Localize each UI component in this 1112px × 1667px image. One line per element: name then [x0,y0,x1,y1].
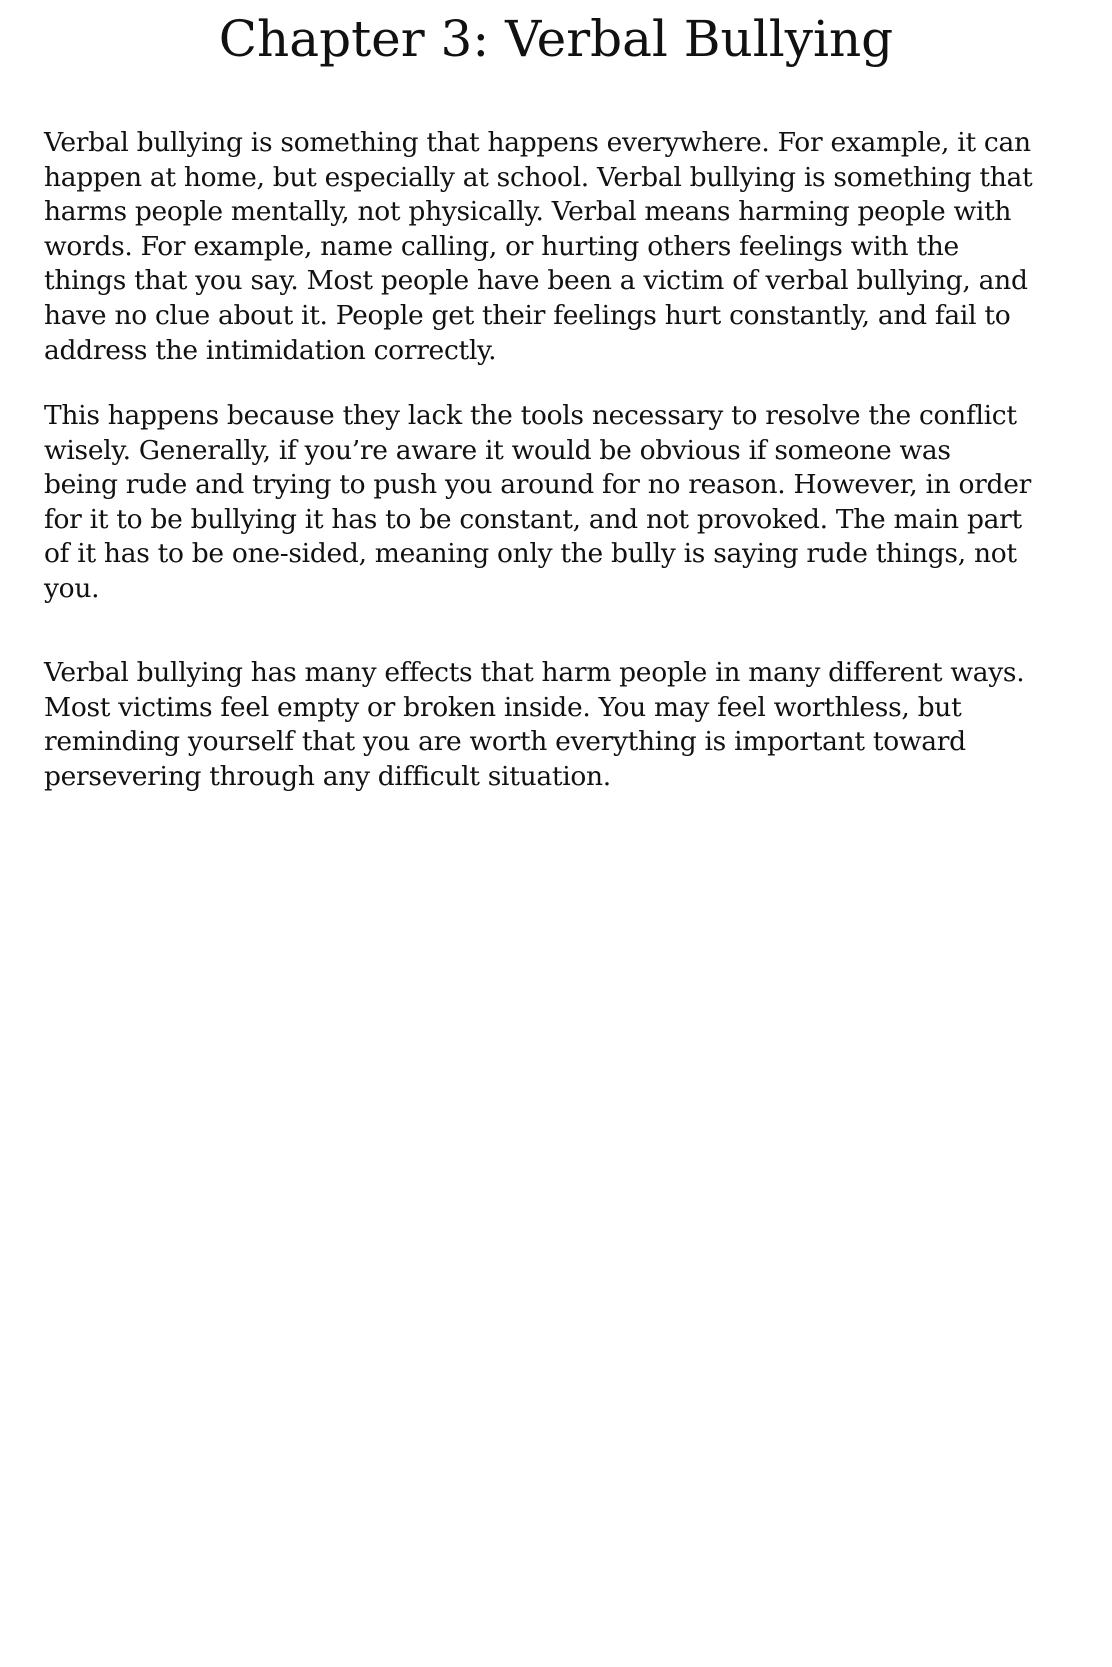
chapter-title: Chapter 3: Verbal Bullying [218,10,894,68]
text-line: wisely. Generally, if you’re aware it would be obvious if someone was [44,434,951,466]
text-line: reminding yourself that you are worth everything is important toward [44,726,966,758]
text-line: This happens because they lack the tools necessary to resolve the conflict [44,400,1017,431]
paragraph-1 [44,126,1084,368]
text-line: words. For example, name calling, or hurting others feelings with the [44,230,959,262]
paragraph-2 [44,399,1084,607]
text-line: Most victims feel empty or broken inside. You may feel worthless, but [44,691,962,723]
text-line: Verbal bullying is something that happens everywhere. For example, it can [44,127,1031,158]
text-line: for it to be bullying it has to be constant, and not provoked. The main part [44,503,1022,535]
text-line: being rude and trying to push you around for no reason. However, in order [44,469,1031,501]
text-line: of it has to be one-sided, meaning only the bully is saying rude things, not [44,538,1017,570]
text-line: harms people mentally, not physically. Verbal means harming people with [44,196,1012,228]
paragraph-3 [44,656,1084,794]
text-line: Verbal bullying has many effects that harm people in many different ways. [44,657,1025,688]
text-line: happen at home, but especially at school. Verbal bullying is something that [44,161,1033,193]
text-line: persevering through any difficult situation. [44,760,611,792]
text-line: things that you say. Most people have been a victim of verbal bullying, and [44,265,1028,297]
text-line: address the intimidation correctly. [44,334,497,366]
text-line: have no clue about it. People get their feelings hurt constantly, and fail to [44,299,1011,331]
text-line: you. [44,572,100,604]
